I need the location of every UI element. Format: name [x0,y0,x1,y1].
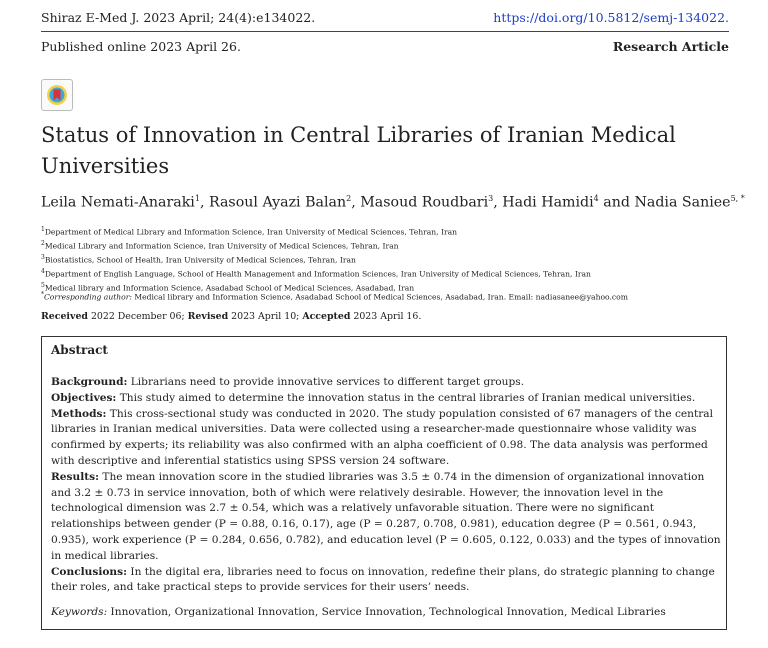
methods-text: This cross-sectional study was conducted in 2020. The study population consisted of 67 managers of the central libraries in Iranian medical universities. Data were collected using a researcher-made questionnaire whose validity was confirmed by experts; its reliability was also confirmed with an alpha coefficient of 0.98. The data analysis was performed with descriptive and inferential statistics using SPSS version 24 software. [51,407,714,467]
author-name: Rasoul Ayazi Balan [208,194,347,211]
affiliation-marker: 2 [41,239,45,247]
abstract-body [51,375,721,621]
author-affiliation-marker: 5, * [730,194,745,203]
abstract-keywords [51,605,721,621]
abstract-results [51,470,721,565]
affiliation-text: Medical Library and Information Science, Iran University of Medical Sciences, Tehran, Iran [44,241,399,251]
background-label: Background: [51,376,128,388]
author-name: Leila Nemati-Anaraki [41,194,195,211]
article-dates [41,311,421,322]
author-affiliation-marker: 2 [346,194,352,203]
accepted-label: Accepted [302,311,351,322]
author-name: Masoud Roudbari [360,194,489,211]
revised-label: Revised [187,311,229,322]
corresponding-marker: * [41,291,44,298]
keywords-label: Keywords: [51,606,108,619]
background-text: Librarians need to provide innovative services to different target groups. [127,376,525,388]
author-name: Hadi Hamidi [502,194,594,211]
author-list: Leila Nemati-Anaraki$^1$, Rasoul Ayazi Balan$^2$, Masoud Roudbari$^3$, Hadi Hamidi$^4$ and Nadia Saniee$^{5, *}$ [41,194,745,211]
revised-date: 2023 April 10; [228,311,303,322]
results-text: The mean innovation score in the studied libraries was 3.5 ± 0.74 in the dimension of organizational innovation and 3.2 ± 0.73 in service innovation, both of which were relatively desirable. However, the innovation level in the technological dimension was 2.7 ± 0.54, which was a relatively unfavorable situation. There were no significant relationships between gender (P = 0.88, 0.16, 0.17), age (P = 0.287, 0.708, 0.981), education degree (P = 0.561, 0.943, 0.935), work experience (P = 0.284, 0.656, 0.782), and education level (P = 0.605, 0.122, 0.033) and the types of innovation in medical libraries. [51,470,721,562]
abstract-conclusions [51,565,721,597]
affiliation-marker: 4 [41,267,45,275]
article-type: Research Article [612,39,729,54]
affiliation-list [41,224,591,294]
conclusions-text: In the digital era, libraries need to focus on innovation, redefine their plans, do strategic planning to change their roles, and take practical steps to provide services for their users’ needs. [51,565,715,594]
affiliation-text: Department of English Language, School of Health Management and Information Sciences, Iran University of Medical Sciences, Tehran, Iran [44,269,591,279]
header-divider [41,31,729,32]
affiliation-item [41,266,591,280]
affiliation-marker: 5 [41,281,45,289]
corresponding-author [41,291,628,302]
results-label: Results: [51,470,100,483]
affiliation-marker: 3 [41,253,45,261]
published-date: Published online 2023 April 26. [41,39,241,54]
abstract-heading: Abstract [51,343,108,357]
author-affiliation-marker: 4 [593,194,599,203]
abstract-methods [51,407,721,470]
article-title: Status of Innovation in Central Libraries of Iranian Medical Universities [41,123,676,178]
affiliation-item [41,238,591,252]
abstract-objectives [51,391,721,407]
abstract-box [41,336,727,630]
conclusions-label: Conclusions: [51,565,128,578]
crossmark-icon [46,84,68,106]
objectives-label: Objectives: [51,391,117,404]
keywords-text: Innovation, Organizational Innovation, Service Innovation, Technological Innovation, Medical Libraries [107,606,666,619]
corresponding-text: Medical library and Information Science, Asadabad School of Medical Sciences, Asadabad, Iran. Email: nadiasanee@yahoo.com [131,292,628,302]
affiliation-text: Biostatistics, School of Health, Iran University of Medical Sciences, Tehran, Iran [44,255,356,265]
objectives-text: This study aimed to determine the innovation status in the central libraries of Iranian medical universities. [116,391,696,404]
accepted-date: 2023 April 16. [350,311,422,322]
affiliation-marker: 1 [41,226,45,233]
affiliation-text: Medical library and Information Science, Asadabad School of Medical Sciences, Asadabad, Iran [44,283,415,293]
author-affiliation-marker: 3 [488,194,494,203]
doi-link[interactable]: https://doi.org/10.5812/semj-134022. [493,10,729,25]
affiliation-item [41,224,591,238]
affiliation-item [41,252,591,266]
journal-citation: Shiraz E-Med J. 2023 April; 24(4):e134022. [41,10,316,25]
affiliation-text: Department of Medical Library and Information Science, Iran University of Medical Sciences, Tehran, Iran [44,227,458,237]
crossmark-button[interactable] [41,79,73,111]
author-name: Nadia Saniee [634,194,731,211]
corresponding-label: Corresponding author: [44,292,132,302]
methods-label: Methods: [51,407,107,420]
author-affiliation-marker: 1 [194,194,200,203]
abstract-background [51,375,721,391]
author-conjunction: and [603,194,630,211]
received-date: 2022 December 06; [87,311,188,322]
received-label: Received [41,311,88,322]
